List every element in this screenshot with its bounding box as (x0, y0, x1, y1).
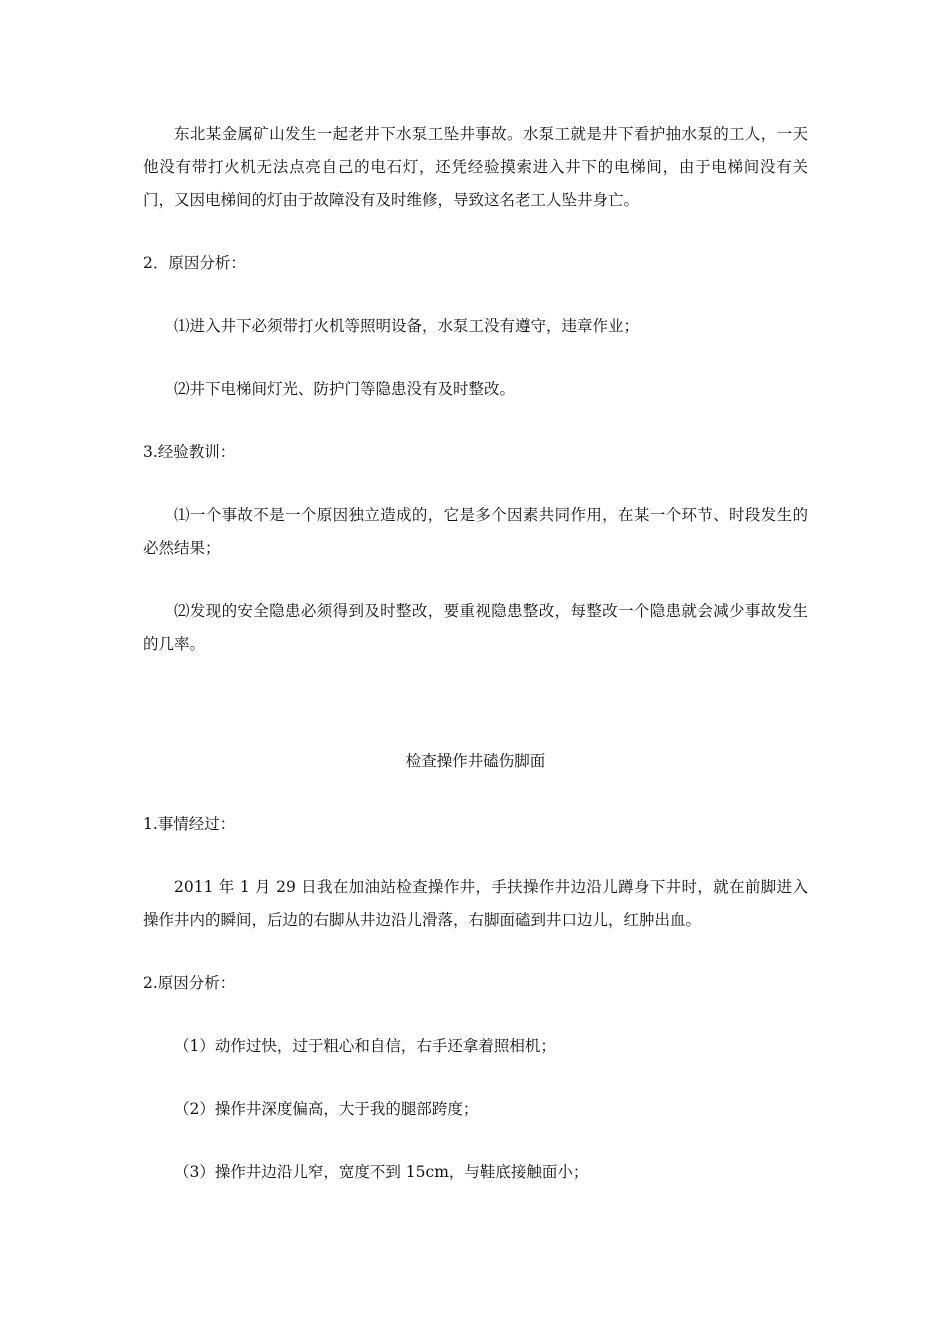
event-narrative: 2011 年 1 月 29 日我在加油站检查操作井，手扶操作井边沿儿蹲身下井时，就在前脚进入操作井内的瞬间，后边的右脚从井边沿儿滑落，右脚面磕到井口边儿，红肿出血。 (143, 878, 808, 929)
event-heading: 1.事情经过： (143, 815, 236, 833)
cause-heading: 2．原因分析： (143, 254, 246, 272)
document-body (143, 118, 808, 1189)
cause-heading: 2.原因分析： (143, 974, 236, 992)
lesson-heading: 3.经验教训： (143, 443, 236, 461)
section-title: 检查操作井磕伤脚面 (405, 752, 546, 770)
lesson-item: ⑴一个事故不是一个原因独立造成的，它是多个因素共同作用，在某一个环节、时段发生的必然结果； (143, 506, 808, 557)
cause-item: （2）操作井深度偏高，大于我的腿部跨度； (174, 1100, 479, 1118)
accident-narrative: 东北某金属矿山发生一起老井下水泵工坠井事故。水泵工就是井下看护抽水泵的工人，一天他没有带打火机无法点亮自己的电石灯，还凭经验摸索进入井下的电梯间，由于电梯间没有关门，又因电梯间的灯由于故障没有及时维修，导致这名老工人坠井身亡。 (143, 125, 808, 209)
cause-item: （1）动作过快，过于粗心和自信，右手还拿着照相机； (174, 1037, 556, 1055)
cause-item: ⑴进入井下必须带打火机等照明设备，水泵工没有遵守，违章作业； (174, 317, 640, 335)
cause-item: （3）操作井边沿儿窄，宽度不到 15cm，与鞋底接触面小； (174, 1163, 589, 1181)
cause-item: ⑵井下电梯间灯光、防护门等隐患没有及时整改。 (174, 380, 516, 398)
lesson-item: ⑵发现的安全隐患必须得到及时整改，要重视隐患整改，每整改一个隐患就会减少事故发生的几率。 (143, 602, 808, 653)
